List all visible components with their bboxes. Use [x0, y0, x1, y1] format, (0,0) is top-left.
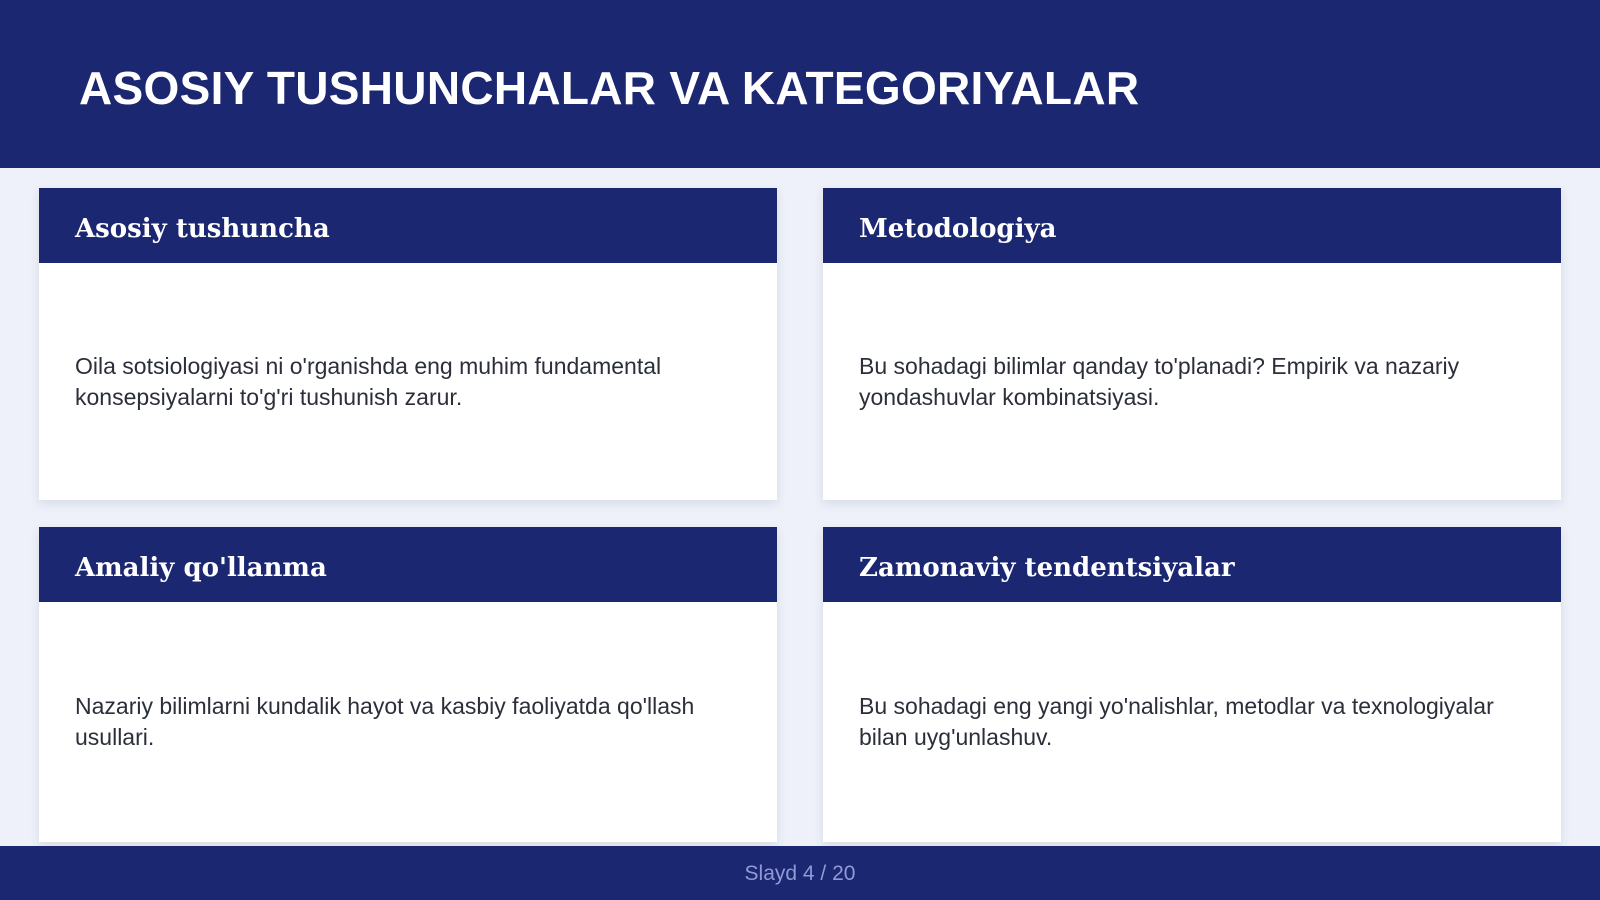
- slide-header: [0, 0, 1600, 168]
- card-text: Bu sohadagi bilimlar qanday to'planadi? Empirik va nazariy yondashuvlar kombinatsiyasi.: [859, 352, 1460, 410]
- card-body: [39, 263, 777, 500]
- card-text: Oila sotsiologiyasi ni o'rganishda eng muhim fundamental konsepsiyalarni to'g'ri tushunish zarur.: [75, 352, 662, 410]
- card-header: [823, 527, 1561, 602]
- card-asosiy-tushuncha: [39, 188, 777, 500]
- card-header: [823, 188, 1561, 263]
- card-header: [39, 527, 777, 602]
- slide-footer: [0, 846, 1600, 900]
- card-title: Asosiy tushuncha: [75, 214, 330, 244]
- slide-title: ASOSIY TUSHUNCHALAR VA KATEGORIYALAR: [79, 62, 1140, 114]
- card-text: Nazariy bilimlarni kundalik hayot va kasbiy faoliyatda qo'llash usullari.: [75, 693, 695, 750]
- card-text: Bu sohadagi eng yangi yo'nalishlar, metodlar va texnologiyalar bilan uyg'unlashuv.: [859, 693, 1494, 750]
- card-amaliy-qollanma: [39, 527, 777, 842]
- card-header: [39, 188, 777, 263]
- card-metodologiya: [823, 188, 1561, 500]
- card-title: Zamonaviy tendentsiyalar: [859, 553, 1235, 583]
- card-body: [823, 602, 1561, 842]
- card-title: Amaliy qo'llanma: [75, 553, 327, 583]
- card-title: Metodologiya: [859, 214, 1057, 244]
- card-zamonaviy-tendentsiyalar: [823, 527, 1561, 842]
- card-body: [39, 602, 777, 842]
- card-body: [823, 263, 1561, 500]
- slide-counter: Slayd 4 / 20: [744, 862, 856, 885]
